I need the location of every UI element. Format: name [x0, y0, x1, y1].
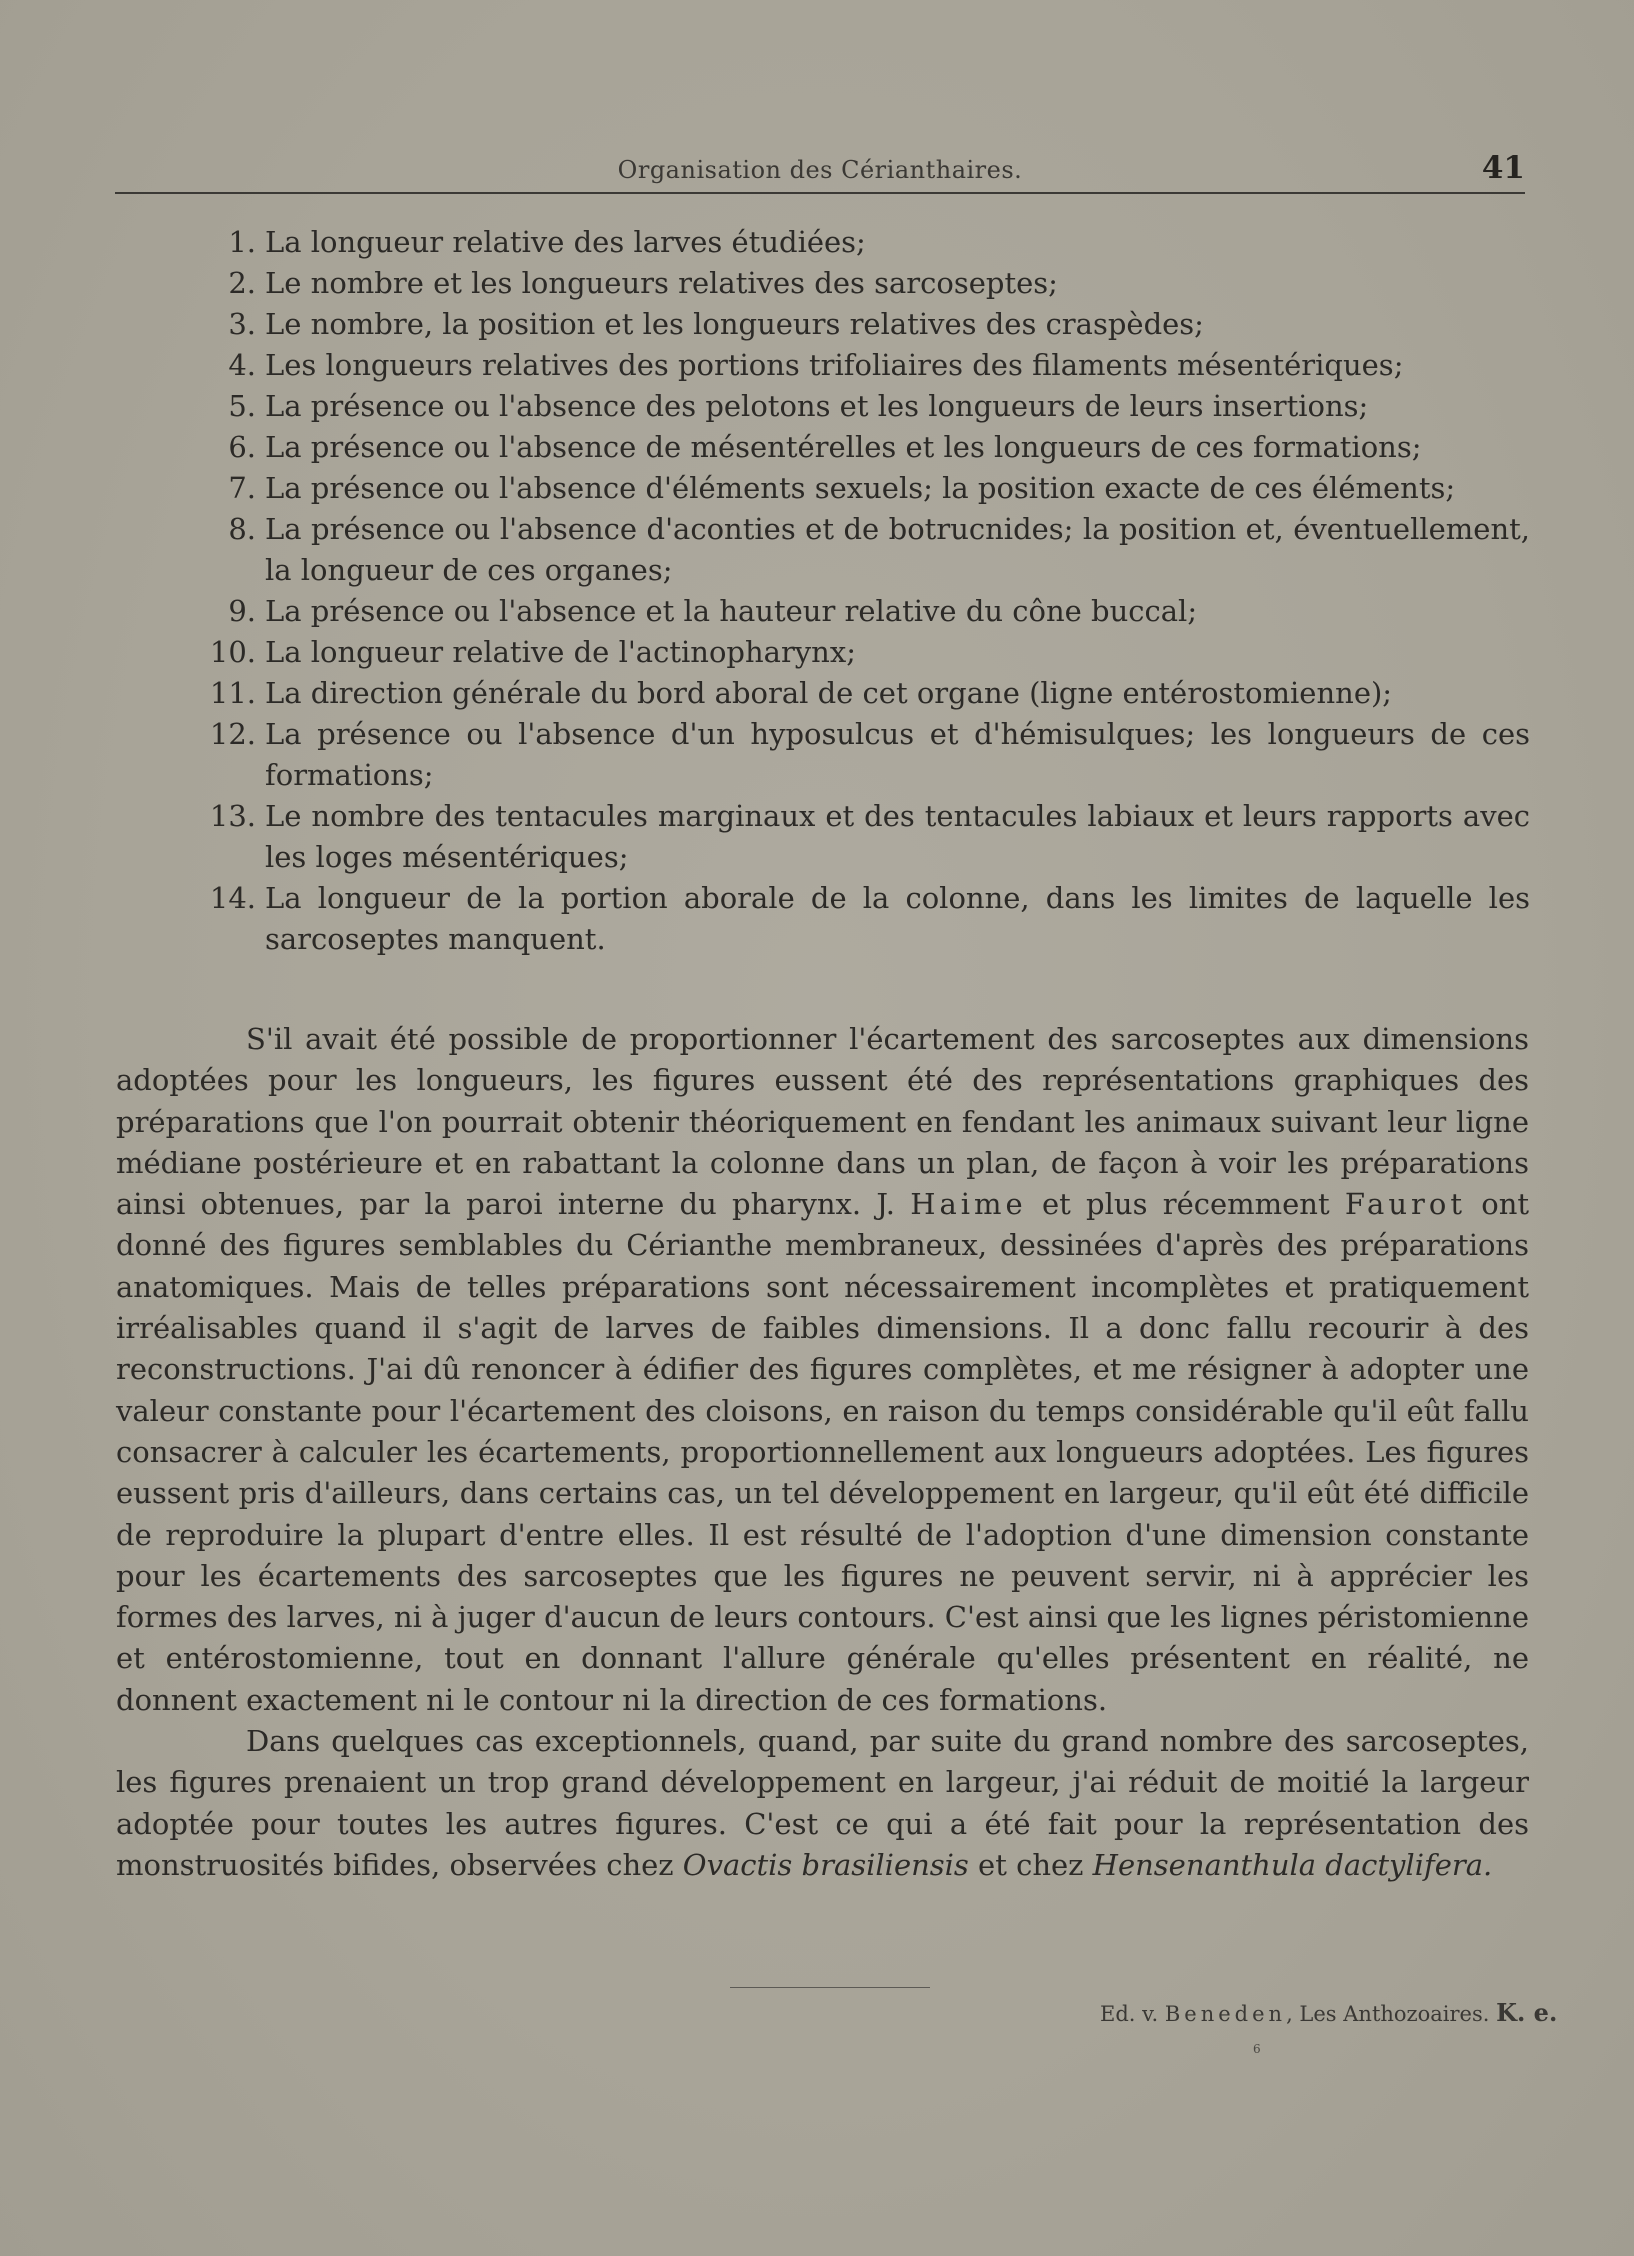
author-name: Faurot — [1344, 1187, 1466, 1222]
item-number: 7. — [228, 471, 256, 505]
signature-title: , Les Anthozoaires. — [1286, 2002, 1490, 2026]
paragraph-text: S'il avait été possible de proportionner l'écartement des sarcoseptes aux dimensions adoptées pour les longueurs, les figures eussent été des représentations graphiques des préparations que l'on pourrait obtenir théoriquement en fendant les animaux suivant leur ligne médiane postérieure et en rabattant la colonne dans un plan, de façon à voir les préparations ainsi obtenues, par la paroi interne du pharynx. J. — [116, 1022, 1529, 1222]
paragraph — [116, 1019, 1529, 1721]
signature-name: Beneden — [1164, 2002, 1287, 2026]
item-text: La longueur relative des larves étudiées; — [265, 225, 866, 259]
species-name: Ovactis brasiliensis — [682, 1847, 969, 1882]
item-text: La présence ou l'absence d'éléments sexuels; la position exacte de ces éléments; — [265, 471, 1456, 505]
page-number: 41 — [1481, 150, 1525, 186]
printer-signature — [1100, 1998, 1557, 2027]
list-item — [200, 304, 1530, 345]
item-text: La direction générale du bord aboral de cet organe (ligne entérostomienne); — [265, 676, 1393, 710]
paragraph — [116, 1721, 1529, 1886]
item-number: 13. — [209, 799, 256, 833]
list-item — [200, 222, 1530, 263]
item-text: La présence ou l'absence des pelotons et les longueurs de leurs insertions; — [265, 389, 1369, 423]
item-number: 12. — [209, 717, 256, 751]
list-item — [200, 468, 1530, 509]
item-number: 6. — [228, 430, 256, 464]
list-item — [200, 673, 1530, 714]
author-name: Haime — [910, 1187, 1027, 1222]
list-item — [200, 345, 1530, 386]
item-text: La longueur de la portion aborale de la colonne, dans les limites de laquelle les sarcoseptes manquent. — [265, 881, 1530, 956]
list-item — [200, 427, 1530, 468]
item-text: La présence ou l'absence de mésentérelles et les longueurs de ces formations; — [265, 430, 1422, 464]
item-number: 9. — [228, 594, 256, 628]
item-number: 2. — [228, 266, 256, 300]
running-title: Organisation des Cérianthaires. — [617, 156, 1023, 184]
signature-rule — [730, 1987, 930, 1988]
item-number: 4. — [228, 348, 256, 382]
signature-prefix: Ed. v. — [1100, 2002, 1159, 2026]
paragraph-text: ont donné des figures semblables du Cérianthe membraneux, dessinées d'après des préparations anatomiques. Mais de telles préparations sont nécessairement incomplètes et pratiquement irréalisables quand il s'agit de larves de faibles dimensions. Il a donc fallu recourir à des reconstructions. J'ai dû renoncer à édifier des figures complètes, et me résigner à adopter une valeur constante pour l'écartement des cloisons, en raison du temps considérable qu'il eût fallu consacrer à calculer les écartements, proportionnellement aux longueurs adoptées. Les figures eussent pris d'ailleurs, dans certains cas, un tel développement en largeur, qu'il eût été difficile de reproduire la plupart d'entre elles. Il est résulté de l'adoption d'une dimension constante pour les écartements des sarcoseptes que les figures ne peuvent servir, ni à apprécier les formes des larves, ni à juger d'aucun de leurs contours. C'est ainsi que les lignes péristomienne et entérostomienne, tout en donnant l'allure générale qu'elles présentent en réalité, ne donnent exactement ni le contour ni la direction de ces formations. — [116, 1187, 1530, 1717]
item-text: La longueur relative de l'actinopharynx; — [265, 635, 856, 669]
item-text: La présence ou l'absence d'aconties et de botrucnides; la position et, éventuellement, la longueur de ces organes; — [265, 512, 1530, 587]
paragraph-text: Dans quelques cas exceptionnels, quand, par suite du grand nombre des sarcoseptes, les figures prenaient un trop grand développement en largeur, j'ai réduit de moitié la largeur adoptée pour toutes les autres figures. C'est ce qui a été fait pour la représentation des monstruosités bifides, observées chez — [116, 1724, 1529, 1882]
paragraph-text: et plus récemment — [1041, 1187, 1330, 1222]
list-item — [200, 509, 1530, 591]
item-text: La présence ou l'absence et la hauteur relative du cône buccal; — [265, 594, 1198, 628]
paragraph-text: et chez — [978, 1847, 1084, 1882]
item-number: 3. — [228, 307, 256, 341]
item-text: Le nombre, la position et les longueurs relatives des craspèdes; — [265, 307, 1204, 341]
signature-mark: K. e. — [1496, 1998, 1558, 2027]
item-text: Le nombre des tentacules marginaux et des tentacules labiaux et leurs rapports avec les loges mésentériques; — [265, 799, 1530, 874]
item-number: 8. — [228, 512, 256, 546]
item-number: 11. — [209, 676, 256, 710]
running-header — [115, 148, 1525, 194]
species-name: Hensenanthula dactylifera. — [1092, 1847, 1493, 1882]
list-item — [200, 796, 1530, 878]
list-item — [200, 263, 1530, 304]
list-item — [200, 591, 1530, 632]
list-item — [200, 386, 1530, 427]
list-item — [200, 878, 1530, 960]
item-number: 5. — [228, 389, 256, 423]
item-text: Le nombre et les longueurs relatives des sarcoseptes; — [265, 266, 1058, 300]
item-number: 14. — [209, 881, 256, 915]
item-number: 1. — [228, 225, 256, 259]
numbered-criteria-list — [200, 222, 1530, 960]
item-text: La présence ou l'absence d'un hyposulcus et d'hémisulques; les longueurs de ces formations; — [265, 717, 1530, 792]
item-number: 10. — [209, 635, 256, 669]
body-text — [116, 1019, 1529, 1886]
item-text: Les longueurs relatives des portions trifoliaires des filaments mésentériques; — [265, 348, 1404, 382]
list-item — [200, 632, 1530, 673]
list-item — [200, 714, 1530, 796]
sheet-number: 6 — [1253, 2042, 1261, 2056]
